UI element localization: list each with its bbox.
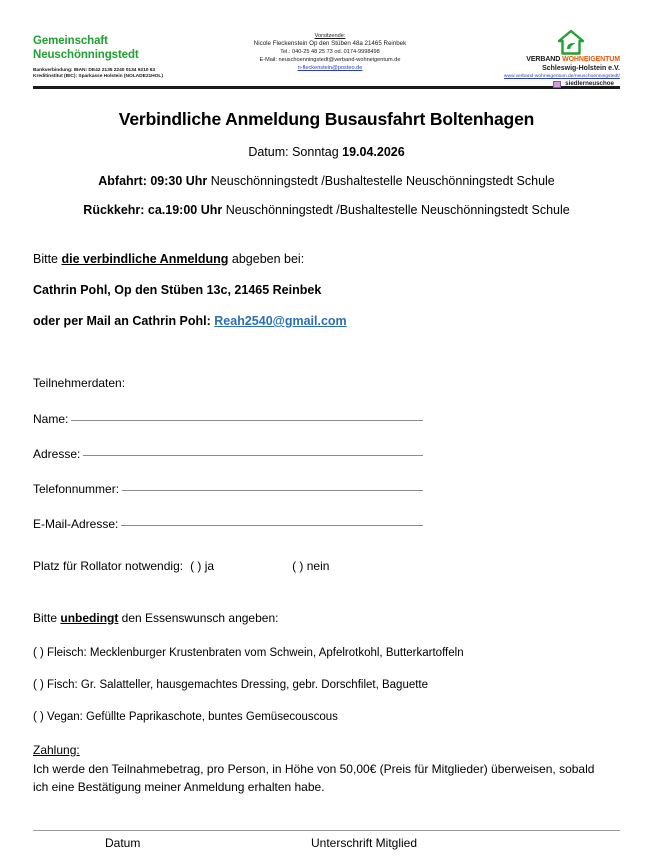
address-field-label: Adresse: [33, 447, 81, 461]
phone-field-label: Telefonnummer: [33, 482, 120, 496]
registration-submit-line [33, 252, 620, 266]
email-input[interactable] [121, 524, 423, 526]
registration-mail-link[interactable]: Reah2540@gmail.com [214, 314, 347, 328]
departure-label: Abfahrt: 09:30 Uhr [98, 174, 208, 188]
page-title: Verbindliche Anmeldung Busausfahrt Boltenhagen [118, 109, 535, 129]
departure-line [33, 174, 620, 188]
house-logo-icon [558, 30, 584, 55]
payment-section [33, 743, 620, 796]
return-place: Neuschönningstedt /Bushaltestelle Neuschönningstedt Schule [222, 203, 570, 217]
siedler-handle: siedlerneuschoe [565, 80, 614, 87]
verband-wordmark [459, 55, 620, 64]
signature-rule[interactable] [33, 830, 620, 831]
payment-heading: Zahlung: [33, 743, 80, 757]
organization-name-line1: Gemeinschaft [33, 35, 108, 47]
address-input[interactable] [83, 454, 423, 456]
verband-region: Schleswig-Holstein e.V. [542, 65, 620, 72]
name-input[interactable] [71, 419, 423, 421]
verband-word-verband: VERBAND [526, 56, 561, 63]
phone-input[interactable] [122, 489, 423, 491]
meal-option-vegan[interactable]: ( ) Vegan: Gefüllte Paprikaschote, buntes Gemüsecouscous [33, 711, 338, 723]
signature-labels [33, 836, 620, 856]
registration-submit-post: abgeben bei: [228, 252, 305, 266]
registration-submit-emphasis: die verbindliche Anmeldung [61, 252, 229, 266]
trip-date-label: Datum: Sonntag [248, 145, 343, 159]
bank-iban-line: Bankverbindung: IBAN: DE42 2135 2240 0134 9210 63 [33, 68, 156, 73]
signature-section [33, 830, 620, 856]
return-line [33, 203, 620, 217]
rollator-question-label: Platz für Rollator notwendig: [33, 559, 184, 573]
chairperson-phone: Tel.: 040-25 48 25 73 od. 0174-9998498 [280, 49, 380, 55]
registration-contact-address: Cathrin Pohl, Op den Stüben 13c, 21465 Reinbek [33, 283, 322, 297]
trip-date-line [33, 145, 620, 159]
field-row-name [33, 412, 423, 426]
registration-submit-pre: Bitte [33, 252, 62, 266]
letterhead-left-column [33, 30, 201, 80]
registration-mail-line [33, 314, 620, 328]
verband-word-wohneigentum: WOHNEIGENTUM [562, 56, 620, 63]
field-row-phone [33, 482, 423, 496]
signature-date-label: Datum [105, 836, 141, 850]
name-field-label: Name: [33, 412, 69, 426]
signature-member-label: Unterschrift Mitglied [311, 836, 418, 850]
registration-mail-pre: oder per Mail an Cathrin Pohl: [33, 314, 215, 328]
organization-name [33, 35, 201, 62]
letterhead-contact-column [201, 30, 459, 72]
field-row-email [33, 517, 423, 531]
meal-option-fish[interactable]: ( ) Fisch: Gr. Salatteller, hausgemachtes Dressing, gebr. Dorschfilet, Baguette [33, 679, 429, 691]
meal-option-meat[interactable]: ( ) Fleisch: Mecklenburger Krustenbraten vom Schwein, Apfelrotkohl, Butterkartoffeln [33, 647, 464, 659]
organization-name-line2: Neuschönningstedt [33, 48, 139, 61]
rollator-option-no[interactable]: ( ) nein [292, 559, 330, 573]
letterhead-logo-column [459, 30, 620, 88]
meal-heading-post: den Essenswunsch angeben: [118, 611, 279, 625]
chairperson-email: E-Mail: neuschoenningstedt@verband-wohneigentum.de [259, 57, 401, 63]
chairperson-name-address: Nicole Fleckenstein Op den Stüben 48a 21465 Reinbek [253, 40, 407, 47]
meal-heading-pre: Bitte [33, 611, 61, 625]
chairperson-title: Vorsitzende: [314, 33, 346, 39]
payment-text: Ich werde den Teilnahmebetrag, pro Person, in Höhe von 50,00€ (Preis für Mitglieder) überweisen, sobald ich eine Bestätigung meiner Anmeldung erhalten habe. [33, 762, 595, 794]
participant-data-heading: Teilnehmerdaten: [33, 376, 126, 390]
registration-instructions [33, 252, 620, 328]
rollator-question-row [33, 559, 620, 573]
bank-bic-line: Kreditinstitut (BIC): Sparkasse Holstein (NOLADE21HOL) [33, 74, 163, 80]
departure-place: Neuschönningstedt /Bushaltestelle Neuschönningstedt Schule [207, 174, 555, 188]
trip-date-value: 19.04.2026 [342, 145, 405, 159]
meal-heading-emphasis: unbedingt [60, 611, 119, 625]
letterhead [33, 30, 620, 89]
participant-data-section [33, 376, 620, 531]
bank-details [33, 68, 201, 80]
siedler-row [459, 80, 620, 88]
field-row-address [33, 447, 423, 461]
verband-website-link[interactable]: www.verband-wohneigentum.de/neuschoenningstedt/ [503, 74, 620, 79]
return-label: Rückkehr: ca.19:00 Uhr [83, 203, 223, 217]
email-field-label: E-Mail-Adresse: [33, 517, 119, 531]
meal-choice-heading [33, 611, 620, 625]
chairperson-email-alt-link[interactable]: n-fleckenstein@posteo.de [297, 65, 363, 71]
meal-choice-section [33, 611, 620, 723]
siedler-badge-icon [553, 81, 561, 88]
rollator-option-yes[interactable]: ( ) ja [190, 559, 215, 573]
